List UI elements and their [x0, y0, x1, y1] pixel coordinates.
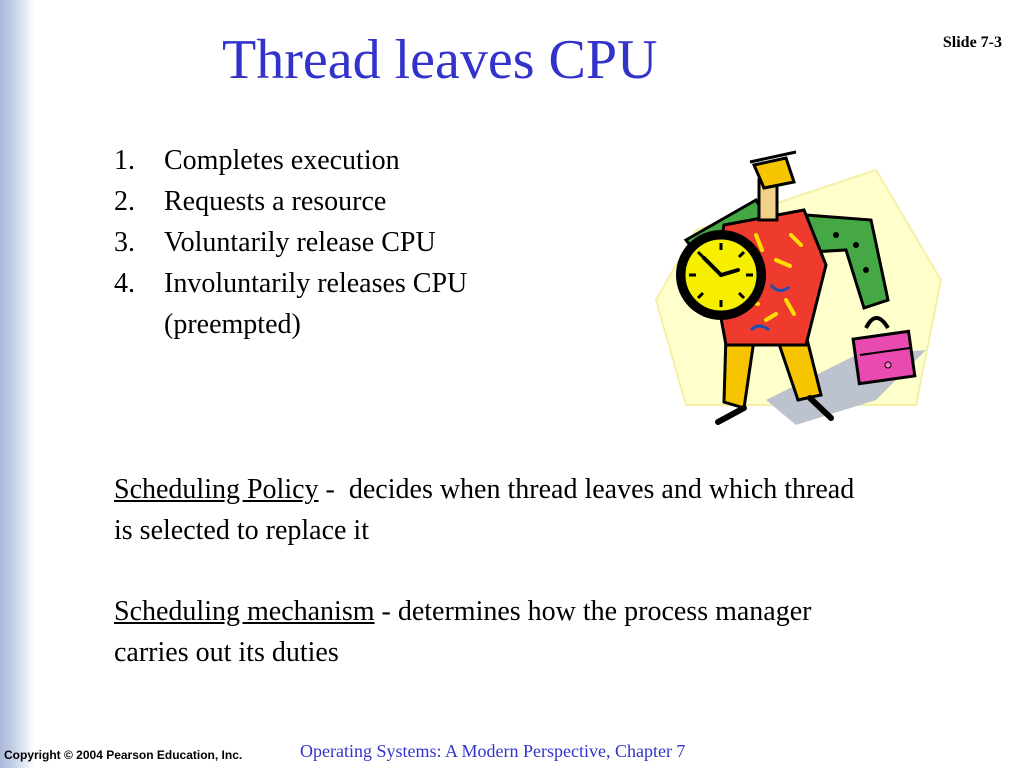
list-item-text: Completes execution — [164, 145, 400, 176]
scheduling-mechanism-text: determines how the process manager carries out its duties — [114, 596, 812, 668]
slide-number: Slide 7-3 — [942, 34, 1002, 51]
list-item-number: 1. — [114, 145, 135, 176]
list-item — [114, 140, 584, 181]
list-item — [114, 222, 584, 263]
scheduling-mechanism-definition — [114, 591, 874, 673]
list-item-number: 3. — [114, 227, 135, 258]
list-item — [114, 181, 584, 222]
reasons-list — [114, 140, 584, 345]
left-gradient-bar — [0, 0, 34, 768]
scheduling-policy-definition — [114, 469, 874, 551]
scheduling-policy-term: Scheduling Policy — [114, 474, 319, 505]
list-item-number: 4. — [114, 268, 135, 299]
list-item-text: Voluntarily release CPU — [164, 227, 436, 258]
definition-separator: - — [318, 474, 349, 505]
list-item-text: Involuntarily releases CPU (preempted) — [164, 268, 468, 340]
list-item-text: Requests a resource — [164, 186, 387, 217]
copyright-footer: Copyright © 2004 Pearson Education, Inc. — [4, 748, 243, 762]
scheduling-mechanism-term: Scheduling mechanism — [114, 596, 375, 627]
book-footer: Operating Systems: A Modern Perspective, Chapter 7 — [300, 741, 686, 761]
man-with-clock-clipart-icon — [626, 140, 946, 440]
list-item-number: 2. — [114, 186, 135, 217]
definition-separator: - — [374, 596, 398, 627]
slide-title: Thread leaves CPU — [222, 29, 658, 91]
list-item — [114, 263, 584, 345]
scheduling-policy-text: decides when thread leaves and which thread is selected to replace it — [114, 474, 855, 546]
